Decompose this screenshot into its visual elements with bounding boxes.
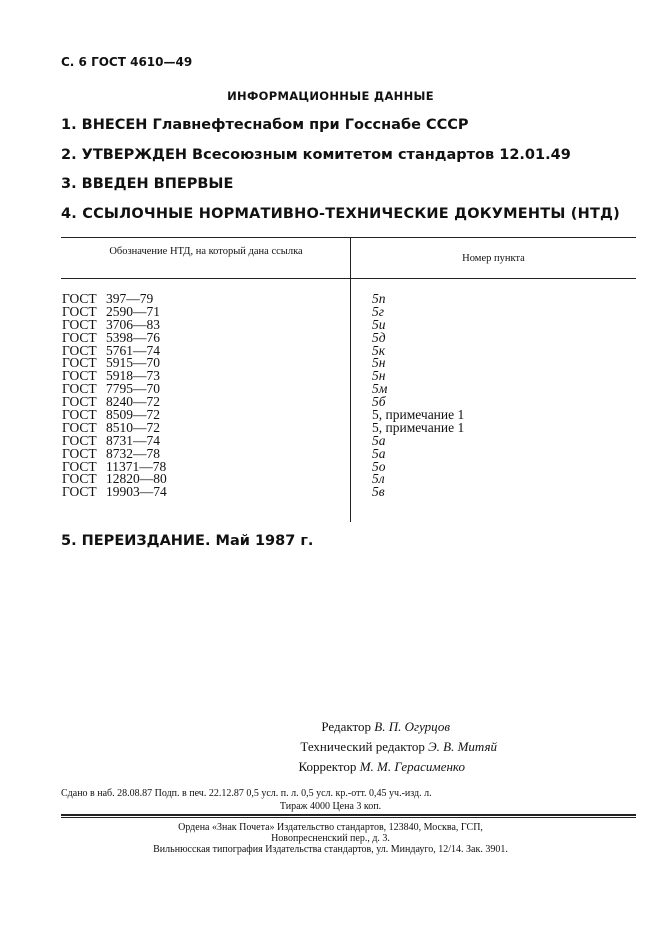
publisher-line-2: Новопресненский пер., д. 3. — [271, 833, 390, 844]
info-item-reissue: 5. ПЕРЕИЗДАНИЕ. Май 1987 г. — [61, 533, 314, 549]
gost-number: 8732—78 — [106, 445, 160, 461]
gost-number: 11371—78 — [106, 458, 167, 474]
gost-prefix: ГОСТ — [62, 368, 97, 384]
table-row — [61, 408, 636, 421]
point-number: 5о — [372, 458, 386, 474]
gost-number: 12820—80 — [106, 471, 167, 487]
info-item-introduced: 1. ВНЕСЕН Главнефтеснабом при Госснабе СССР — [61, 117, 469, 133]
table-top-rule — [61, 237, 636, 238]
gost-prefix: ГОСТ — [62, 471, 97, 487]
point-number: 5к — [372, 342, 386, 358]
table-row — [61, 305, 636, 318]
gost-prefix: ГОСТ — [62, 419, 97, 435]
gost-prefix: ГОСТ — [62, 329, 97, 345]
gost-prefix: ГОСТ — [62, 484, 97, 500]
gost-number: 8240—72 — [106, 394, 160, 410]
tech-editor-label: Технический редактор — [300, 739, 425, 754]
point-number: 5д — [372, 329, 386, 345]
tech-editor-name: Э. В. Митяй — [428, 739, 497, 754]
gost-number: 8509—72 — [106, 407, 160, 423]
editor-name: В. П. Огурцов — [374, 719, 450, 734]
table-row — [61, 485, 636, 498]
corrector-label: Корректор — [298, 759, 357, 774]
gost-prefix: ГОСТ — [62, 407, 97, 423]
point-number: 5н — [372, 355, 386, 371]
table-row — [61, 421, 636, 434]
table-header-point-number: Номер пункта — [462, 253, 525, 264]
point-number: 5, примечание 1 — [372, 407, 465, 423]
point-number: 5м — [372, 381, 388, 397]
gost-prefix: ГОСТ — [62, 432, 97, 448]
info-item-approved: 2. УТВЕРЖДЕН Всесоюзным комитетом стандартов 12.01.49 — [61, 147, 571, 163]
publisher-line-1: Ордена «Знак Почета» Издательство стандартов, 123840, Москва, ГСП, — [178, 822, 483, 833]
gost-number: 8731—74 — [106, 432, 160, 448]
gost-number: 5761—74 — [106, 342, 160, 358]
table-row — [61, 447, 636, 460]
point-number: 5п — [372, 291, 386, 306]
point-number: 5н — [372, 368, 386, 384]
table-body — [61, 292, 636, 498]
gost-prefix: ГОСТ — [62, 445, 97, 461]
gost-number: 7795—70 — [106, 381, 160, 397]
point-number: 5л — [372, 471, 385, 487]
gost-prefix: ГОСТ — [62, 291, 97, 306]
info-item-reference-documents: 4. ССЫЛОЧНЫЕ НОРМАТИВНО-ТЕХНИЧЕСКИЕ ДОКУМЕНТЫ (НТД) — [61, 206, 620, 222]
point-number: 5в — [372, 484, 385, 500]
imprint-line-1: Сдано в наб. 28.08.87 Подп. в печ. 22.12.87 0,5 усл. п. л. 0,5 усл. кр.-отт. 0,45 уч.-изд. л. — [61, 788, 432, 799]
gost-prefix: ГОСТ — [62, 458, 97, 474]
corrector-name: М. М. Герасименко — [359, 759, 465, 774]
gost-number: 5398—76 — [106, 329, 160, 345]
table-row — [61, 331, 636, 344]
point-number: 5, примечание 1 — [372, 419, 465, 435]
page-header: С. 6 ГОСТ 4610—49 — [61, 55, 193, 69]
point-number: 5а — [372, 432, 386, 448]
gost-prefix: ГОСТ — [62, 381, 97, 397]
gost-prefix: ГОСТ — [62, 355, 97, 371]
table-row — [61, 318, 636, 331]
reference-documents-table — [61, 237, 636, 522]
editor-label: Редактор — [321, 719, 372, 734]
table-row — [61, 434, 636, 447]
footer-rule-thick — [61, 814, 636, 816]
footer-rule-thin — [61, 817, 636, 818]
gost-number: 397—79 — [106, 291, 154, 306]
table-row — [61, 292, 636, 305]
gost-number: 2590—71 — [106, 303, 160, 319]
point-number: 5и — [372, 316, 386, 332]
point-number: 5б — [372, 394, 386, 410]
point-number: 5а — [372, 445, 386, 461]
table-header-designation: Обозначение НТД, на который дана ссылка — [109, 246, 303, 257]
gost-prefix: ГОСТ — [62, 316, 97, 332]
gost-prefix: ГОСТ — [62, 303, 97, 319]
imprint-line-2: Тираж 4000 Цена 3 коп. — [279, 801, 382, 812]
table-header-rule — [61, 278, 636, 279]
credit-editor — [321, 719, 450, 735]
gost-prefix: ГОСТ — [62, 394, 97, 410]
publisher-line-3: Вильнюсская типография Издательства стандартов, ул. Миндауго, 12/14. Зак. 3901. — [153, 844, 508, 855]
credit-corrector — [298, 759, 465, 775]
info-item-first-introduced: 3. ВВЕДЕН ВПЕРВЫЕ — [61, 176, 234, 192]
gost-number: 8510—72 — [106, 419, 160, 435]
gost-number: 19903—74 — [106, 484, 167, 500]
credit-tech-editor — [300, 739, 497, 755]
gost-number: 5918—73 — [106, 368, 160, 384]
gost-prefix: ГОСТ — [62, 342, 97, 358]
info-section-title: ИНФОРМАЦИОННЫЕ ДАННЫЕ — [227, 89, 434, 103]
point-number: 5г — [372, 303, 385, 319]
gost-number: 3706—83 — [106, 316, 160, 332]
gost-number: 5915—70 — [106, 355, 160, 371]
